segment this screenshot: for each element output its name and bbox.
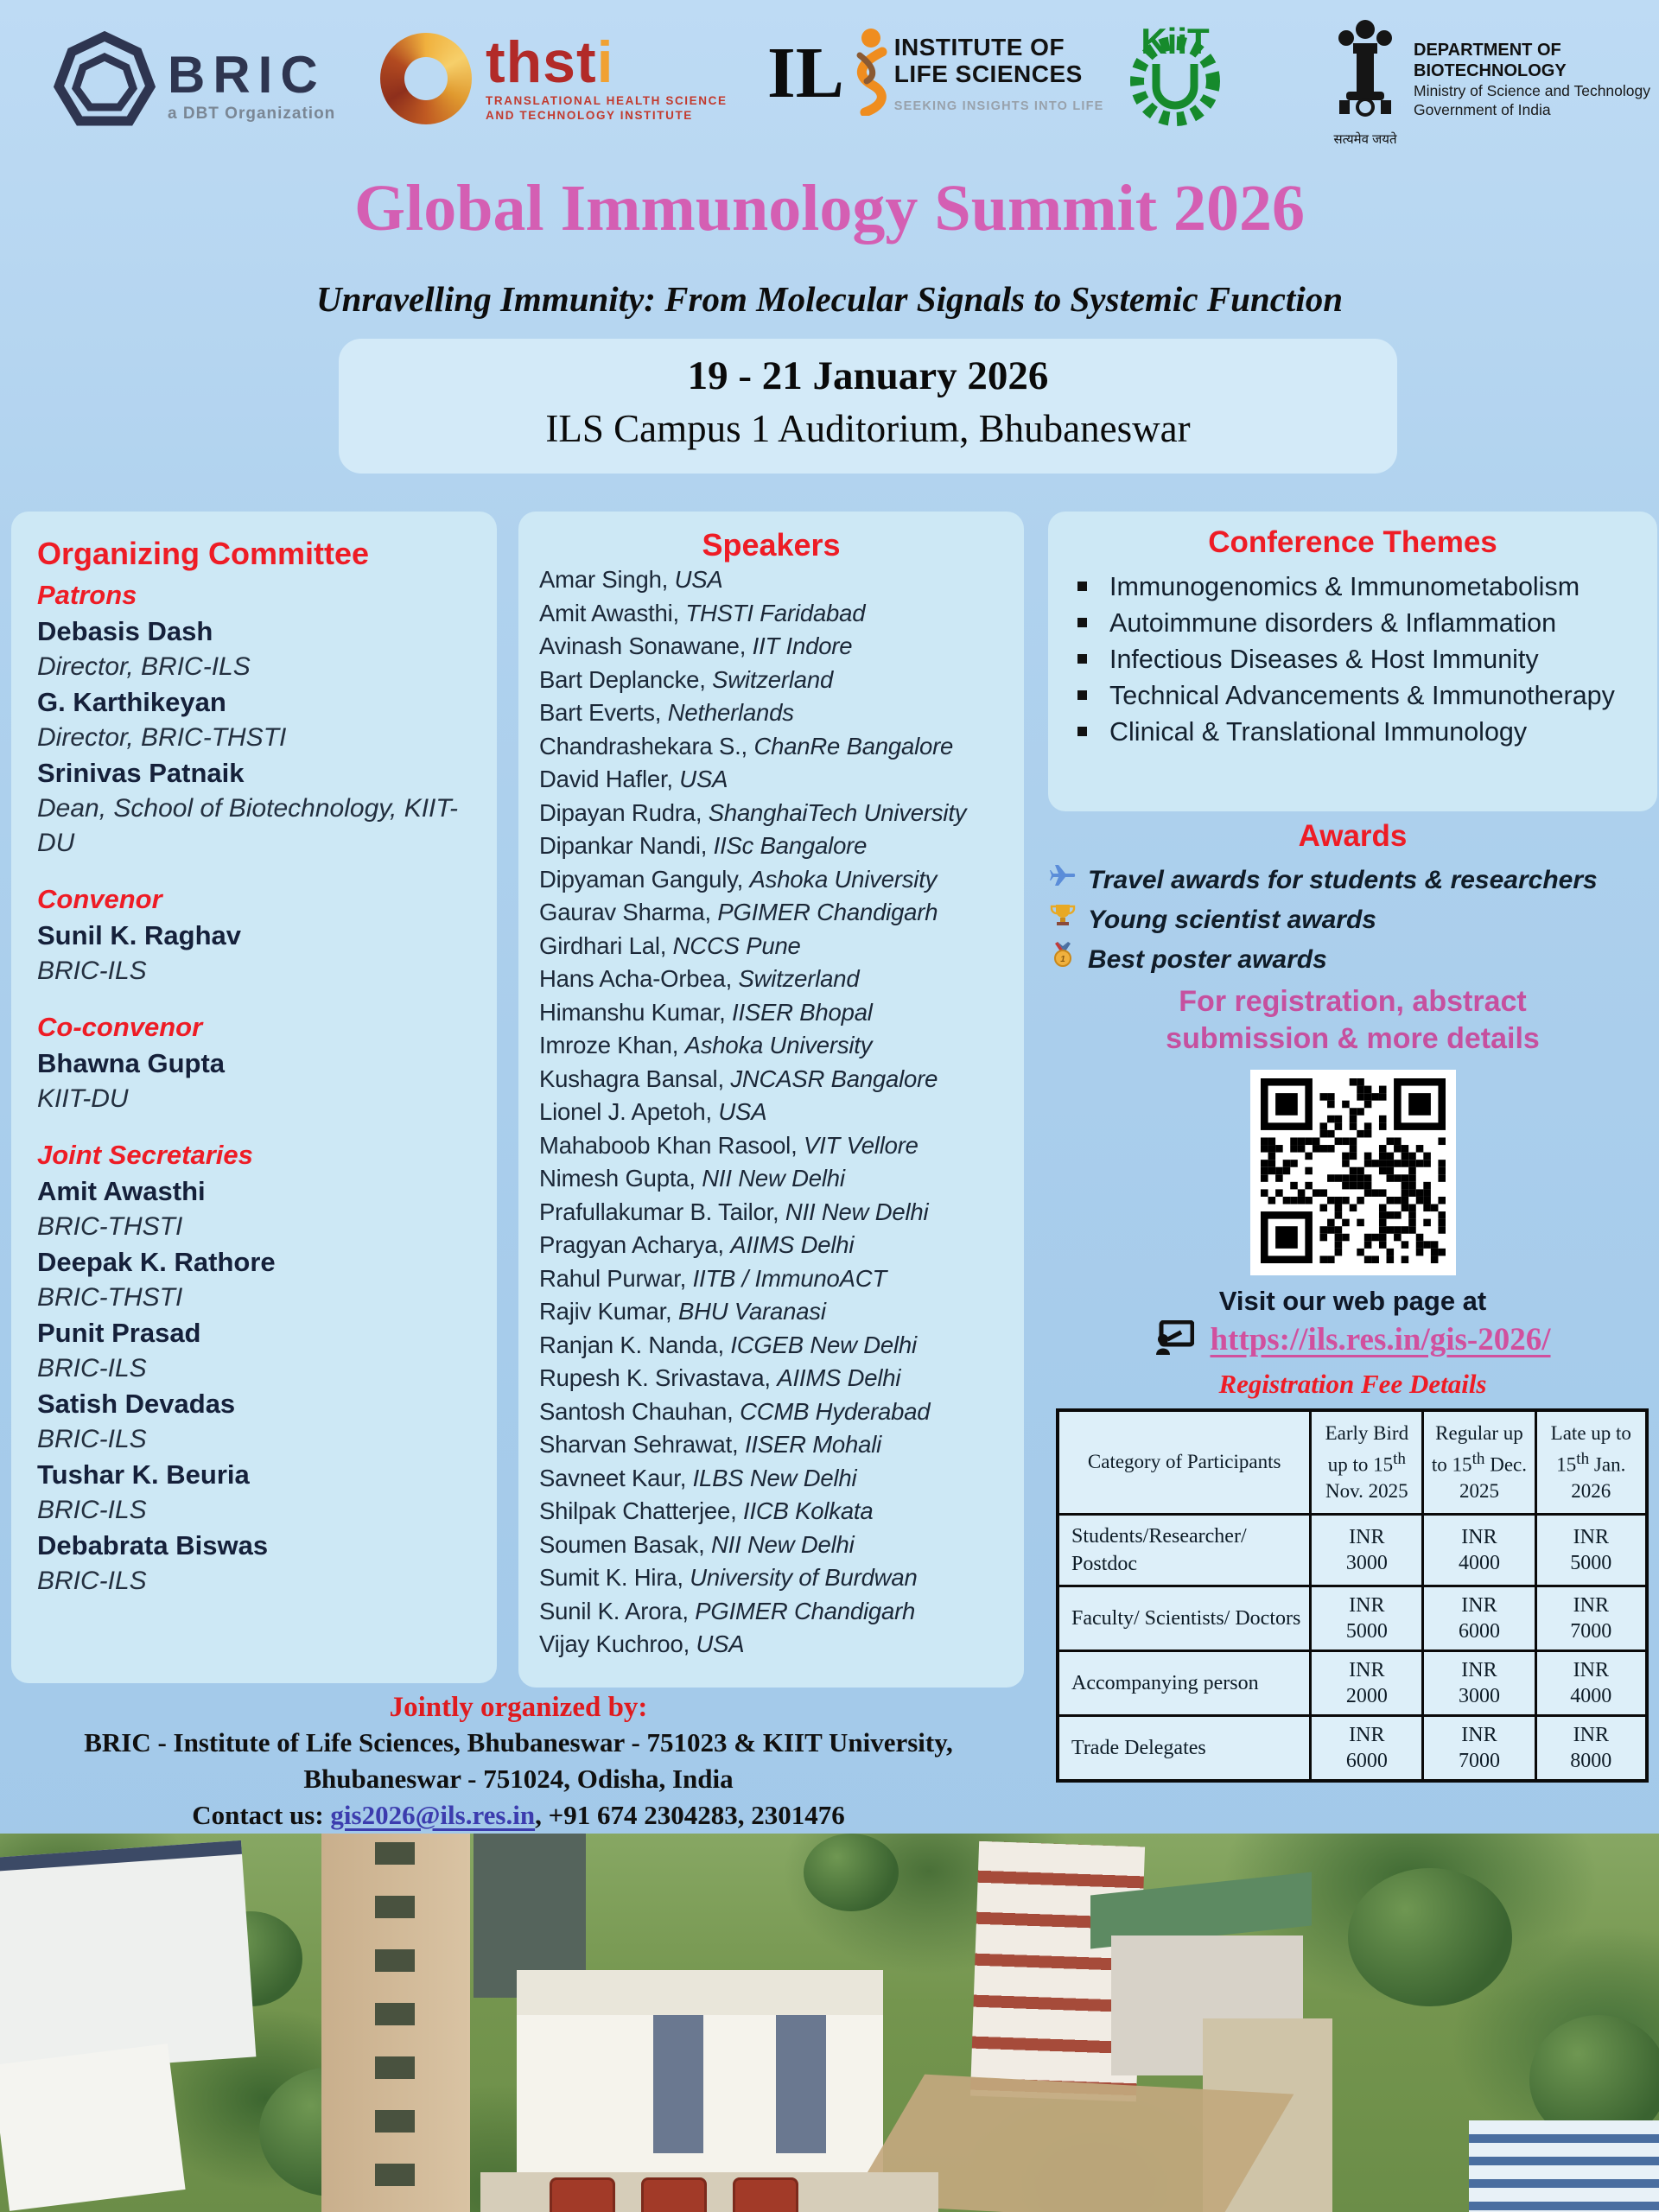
registration-desk-icon	[1154, 1320, 1194, 1359]
committee-member-name: Tushar K. Beuria	[37, 1459, 250, 1490]
committee-member-affiliation: BRIC-THSTI	[37, 1212, 183, 1241]
committee-role-label: Patrons	[37, 580, 137, 610]
fee-row	[1058, 1514, 1647, 1586]
committee-member-affiliation: Dean, School of Biotechnology, KIIT-DU	[37, 794, 458, 857]
speaker-row: Prafullakumar B. Tailor, NII New Delhi	[539, 1198, 929, 1225]
committee-section	[37, 1137, 471, 1599]
square-bullet-icon	[1077, 618, 1087, 627]
committee-member-name: Bhawna Gupta	[37, 1048, 226, 1078]
registration-heading: For registration, abstract submission & more details	[1166, 985, 1540, 1055]
awards-heading: Awards	[1298, 819, 1408, 853]
organizing-committee-panel	[11, 512, 497, 1683]
committee-member-name: Debasis Dash	[37, 616, 213, 646]
speaker-row: Rupesh K. Srivastava, AIIMS Delhi	[539, 1364, 901, 1391]
ils-tagline: SEEKING INSIGHTS INTO LIFE	[893, 99, 1104, 113]
fee-value: INR 8000	[1535, 1715, 1647, 1781]
building	[0, 1840, 256, 2075]
organizing-committee-heading: Organizing Committee	[37, 536, 370, 571]
bric-logo	[54, 31, 335, 141]
speaker-row: Nimesh Gupta, NII New Delhi	[539, 1165, 845, 1192]
fee-details-heading: Registration Fee Details	[1218, 1369, 1487, 1399]
subtitle: Unravelling Immunity: From Molecular Signals to Systemic Function	[315, 279, 1344, 319]
committee-member-name: Amit Awasthi	[37, 1176, 206, 1206]
bric-tagline: a DBT Organization	[168, 104, 336, 123]
logo-bar	[0, 0, 1659, 168]
kiit-logo	[1110, 19, 1240, 153]
speaker-row: Vijay Kuchroo, USA	[539, 1630, 745, 1657]
fee-value: INR 3000	[1311, 1514, 1423, 1586]
contact-line	[9, 1797, 1028, 1834]
theme-item: Clinical & Translational Immunology	[1062, 714, 1643, 750]
ils-logo	[767, 26, 1104, 120]
committee-member-name: Sunil K. Raghav	[37, 920, 241, 950]
dbt-motto: सत्यमेव जयते	[1333, 132, 1397, 147]
ils-name: INSTITUTE OF LIFE SCIENCES	[893, 33, 1083, 87]
committee-member-name: G. Karthikeyan	[37, 687, 226, 717]
contact-label: Contact us:	[192, 1800, 331, 1830]
committee-member-name: Deepak K. Rathore	[37, 1247, 276, 1277]
svg-text:KiiT: KiiT	[1141, 21, 1210, 61]
fee-category: Faculty/ Scientists/ Doctors	[1058, 1586, 1311, 1650]
speaker-row: Avinash Sonawane, IIT Indore	[539, 632, 853, 659]
speakers-panel	[518, 512, 1024, 1688]
thsti-subtitle: TRANSLATIONAL HEALTH SCIENCE AND TECHNOLOGY INSTITUTE	[486, 94, 728, 122]
fee-value: INR 3000	[1423, 1650, 1535, 1715]
speaker-row: Ranjan K. Nanda, ICGEB New Delhi	[539, 1331, 917, 1358]
fee-column-header: Early Bird up to 15th Nov. 2025	[1311, 1410, 1423, 1514]
organized-by-heading: Jointly organized by:	[389, 1692, 648, 1723]
speaker-row: Sharvan Sehrawat, IISER Mohali	[539, 1431, 882, 1458]
building	[321, 1834, 470, 2212]
speaker-row: Sumit K. Hira, University of Burdwan	[539, 1564, 918, 1591]
building	[1469, 2120, 1659, 2212]
speaker-row: Hans Acha-Orbea, Switzerland	[539, 965, 860, 992]
speaker-row: Amit Awasthi, THSTI Faridabad	[539, 599, 866, 626]
bric-knot-icon	[54, 31, 156, 141]
contact-phones: , +91 674 2304283, 2301476	[535, 1800, 845, 1830]
fee-value: INR 5000	[1311, 1586, 1423, 1650]
trophy-icon	[1050, 900, 1076, 940]
ils-mark: IL	[767, 32, 844, 113]
kiosk	[733, 2177, 798, 2212]
committee-member-name: Satish Devadas	[37, 1389, 236, 1419]
committee-member-affiliation: BRIC-THSTI	[37, 1283, 183, 1312]
registration-fee-table	[1056, 1408, 1649, 1783]
fee-category: Students/Researcher/ Postdoc	[1058, 1514, 1311, 1586]
committee-member-affiliation: BRIC-ILS	[37, 1496, 147, 1524]
visit-label: Visit our web page at	[1218, 1286, 1487, 1316]
dbt-ministry: Ministry of Science and Technology	[1414, 82, 1650, 99]
speaker-row: Imroze Khan, Ashoka University	[539, 1032, 873, 1058]
event-dates: 19 - 21 January 2026	[687, 353, 1049, 398]
page-title: Global Immunology Summit 2026	[353, 172, 1306, 245]
committee-member-affiliation: Director, BRIC-ILS	[37, 652, 251, 681]
svg-text:1: 1	[1060, 955, 1065, 964]
speaker-row: Savneet Kaur, ILBS New Delhi	[539, 1464, 857, 1491]
speaker-row: Chandrashekara S., ChanRe Bangalore	[539, 732, 954, 760]
fee-value: INR 7000	[1423, 1715, 1535, 1781]
speaker-row: Bart Deplancke, Switzerland	[539, 665, 834, 693]
contact-email-link[interactable]: gis2026@ils.res.in	[330, 1800, 536, 1830]
qr-code	[1250, 1070, 1456, 1275]
event-venue: ILS Campus 1 Auditorium, Bhubaneswar	[545, 407, 1191, 450]
speaker-row: David Hafler, USA	[539, 766, 728, 792]
theme-item: Infectious Diseases & Host Immunity	[1062, 641, 1643, 677]
kiit-gear-icon	[1110, 19, 1240, 153]
airplane-icon	[1050, 861, 1076, 900]
fee-column-header: Regular up to 15th Dec. 2025	[1423, 1410, 1535, 1514]
campus-photo	[0, 1834, 1659, 2212]
square-bullet-icon	[1077, 654, 1087, 664]
organizer-line1: BRIC - Institute of Life Sciences, Bhubaneswar - 751023 & KIIT University,	[84, 1727, 953, 1758]
fee-value: INR 7000	[1535, 1586, 1647, 1650]
theme-item: Autoimmune disorders & Inflammation	[1062, 605, 1643, 641]
fee-row	[1058, 1650, 1647, 1715]
fee-value: INR 6000	[1423, 1586, 1535, 1650]
registration-section	[1048, 983, 1657, 1359]
committee-member-name: Debabrata Biswas	[37, 1530, 269, 1560]
speaker-row: Kushagra Bansal, JNCASR Bangalore	[539, 1065, 938, 1092]
speaker-row: Dipayan Rudra, ShanghaiTech University	[539, 798, 967, 826]
ils-swirl-icon	[849, 26, 889, 120]
thsti-ring-icon	[380, 33, 472, 124]
speaker-row: Pragyan Acharya, AIIMS Delhi	[539, 1231, 855, 1258]
committee-section	[37, 1009, 471, 1116]
speaker-row: Lionel J. Apetoh, USA	[539, 1098, 767, 1125]
event-datebox	[339, 339, 1397, 474]
kiosk	[641, 2177, 707, 2212]
fee-value: INR 4000	[1535, 1650, 1647, 1715]
india-emblem-icon	[1329, 113, 1402, 128]
fee-value: INR 5000	[1535, 1514, 1647, 1586]
speaker-row: Mahaboob Khan Rasool, VIT Vellore	[539, 1131, 918, 1159]
theme-item: Technical Advancements & Immunotherapy	[1062, 677, 1643, 714]
committee-member-affiliation: BRIC-ILS	[37, 957, 147, 985]
fee-category: Accompanying person	[1058, 1650, 1311, 1715]
speaker-row: Bart Everts, Netherlands	[539, 699, 794, 726]
speaker-row: Himanshu Kumar, IISER Bhopal	[539, 998, 873, 1026]
speaker-row: Santosh Chauhan, CCMB Hyderabad	[539, 1397, 931, 1425]
speakers-heading: Speakers	[702, 527, 841, 563]
committee-member-name: Srinivas Patnaik	[37, 758, 245, 788]
square-bullet-icon	[1077, 582, 1087, 591]
speaker-row: Amar Singh, USA	[539, 566, 723, 593]
committee-role-label: Convenor	[37, 884, 162, 914]
fee-column-header: Late up to 15th Jan. 2026	[1535, 1410, 1647, 1514]
building	[0, 2044, 186, 2211]
dbt-logo	[1329, 14, 1659, 148]
speaker-row: Sunil K. Arora, PGIMER Chandigarh	[539, 1597, 916, 1624]
award-item: Young scientist awards	[1048, 900, 1657, 940]
theme-item: Immunogenomics & Immunometabolism	[1062, 569, 1643, 605]
awards-section	[1048, 819, 1657, 980]
fee-value: INR 6000	[1311, 1715, 1423, 1781]
medal-icon	[1050, 940, 1076, 980]
themes-panel	[1048, 512, 1657, 811]
committee-member-affiliation: KIIT-DU	[37, 1084, 129, 1113]
speaker-row: Girdhari Lal, NCCS Pune	[539, 931, 801, 959]
dbt-govt: Government of India	[1414, 101, 1551, 118]
organizer-line2: Bhubaneswar - 751024, Odisha, India	[303, 1764, 734, 1794]
award-item: Travel awards for students & researchers	[1048, 861, 1657, 900]
fee-row	[1058, 1715, 1647, 1781]
fee-value: INR 4000	[1423, 1514, 1535, 1586]
committee-member-affiliation: BRIC-ILS	[37, 1567, 147, 1595]
fee-row	[1058, 1586, 1647, 1650]
fee-column-header: Category of Participants	[1058, 1410, 1311, 1514]
fee-value: INR 2000	[1311, 1650, 1423, 1715]
square-bullet-icon	[1077, 727, 1087, 736]
speaker-row: Soumen Basak, NII New Delhi	[539, 1530, 855, 1558]
kiosk	[550, 2177, 615, 2212]
themes-heading: Conference Themes	[1208, 525, 1497, 559]
thsti-logo	[380, 29, 728, 124]
dbt-title: DEPARTMENT OF BIOTECHNOLOGY	[1414, 41, 1567, 80]
committee-member-affiliation: BRIC-ILS	[37, 1354, 147, 1382]
committee-role-label: Joint Secretaries	[37, 1140, 253, 1170]
committee-member-affiliation: BRIC-ILS	[37, 1425, 147, 1453]
speaker-row: Dipyaman Ganguly, Ashoka University	[539, 865, 938, 893]
committee-section	[37, 881, 471, 988]
speaker-row: Rajiv Kumar, BHU Varanasi	[539, 1298, 826, 1325]
website-link[interactable]: https://ils.res.in/gis-2026/	[1210, 1322, 1551, 1357]
square-bullet-icon	[1077, 690, 1087, 700]
award-item: 1 Best poster awards	[1048, 940, 1657, 980]
committee-member-name: Punit Prasad	[37, 1318, 201, 1348]
committee-member-affiliation: Director, BRIC-THSTI	[37, 723, 287, 752]
committee-role-label: Co-convenor	[37, 1012, 203, 1042]
bric-wordmark: BRIC	[168, 45, 326, 104]
speaker-row: Rahul Purwar, IITB / ImmunoACT	[539, 1264, 887, 1292]
committee-section	[37, 577, 471, 861]
speaker-row: Shilpak Chatterjee, IICB Kolkata	[539, 1497, 874, 1524]
speaker-row: Dipankar Nandi, IISc Bangalore	[539, 832, 868, 859]
speaker-row: Gaurav Sharma, PGIMER Chandigarh	[539, 899, 938, 925]
footer	[9, 1690, 1028, 1834]
thsti-wordmark: thsti	[486, 29, 614, 95]
fee-category: Trade Delegates	[1058, 1715, 1311, 1781]
